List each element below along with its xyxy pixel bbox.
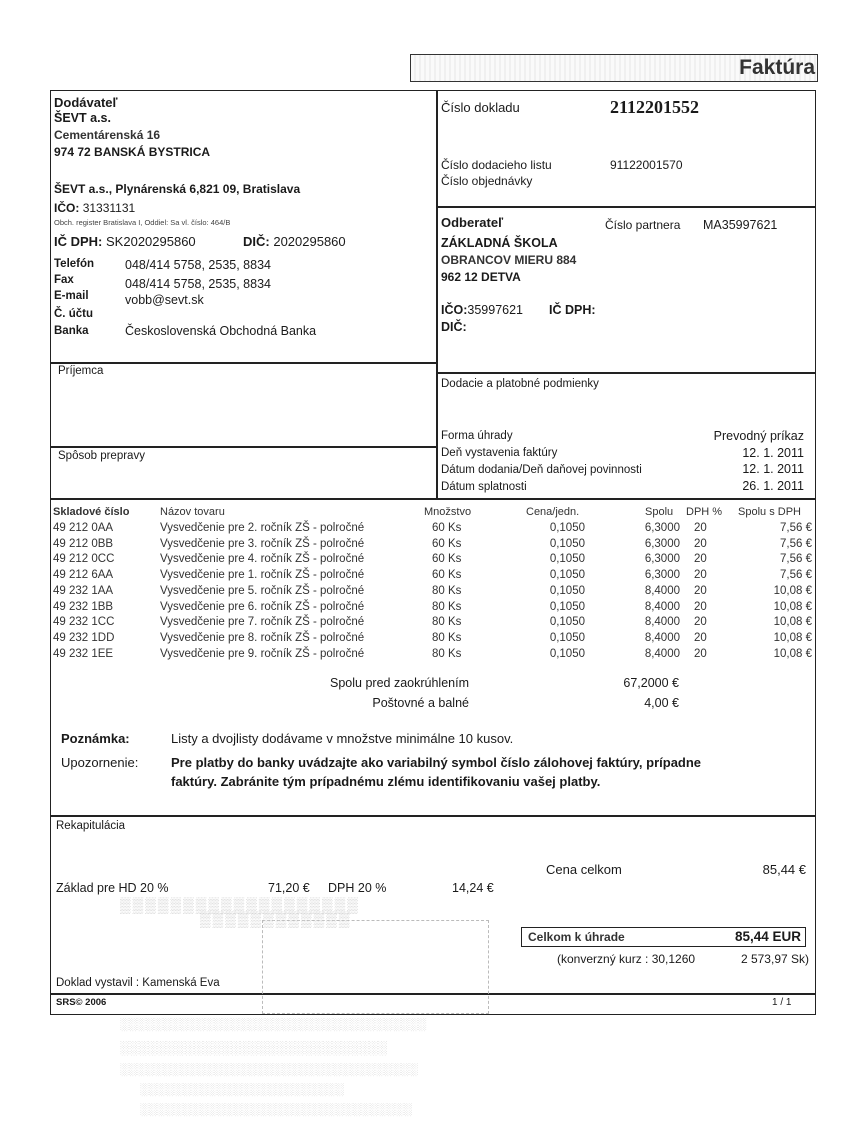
supplier-bank-label: Banka (54, 325, 89, 337)
vat-base: 71,20 € (268, 881, 310, 895)
item-total: 8,4000 (644, 647, 680, 660)
header-vat-pct: DPH % (686, 506, 723, 518)
supplier-phone-label: Telefón (54, 258, 95, 270)
total-price-label: Cena celkom (546, 862, 622, 877)
item-name: Vysvedčenie pre 9. ročník ZŠ - polročné (160, 647, 365, 660)
note-text: Listy a dvojlisty dodávame v množstve minimálne 10 kusov. (171, 731, 514, 746)
item-quantity: 60 Ks (432, 569, 462, 582)
header-quantity: Množstvo (424, 506, 472, 518)
supplier-ico: 31331131 (82, 201, 136, 215)
faded-stamp (262, 920, 489, 1014)
item-quantity: 60 Ks (432, 537, 462, 550)
terms-value: 26. 1. 2011 (742, 479, 804, 493)
table-row (0, 601, 850, 617)
faded-bleed-text: ░░░░░░░░░░░░░░░░░░░░░░░░░░░░░ (120, 1040, 388, 1055)
divider-transport (50, 446, 436, 448)
terms-value: 12. 1. 2011 (742, 462, 804, 476)
item-total: 8,4000 (644, 600, 680, 613)
item-total: 8,4000 (644, 584, 680, 597)
table-row (0, 569, 850, 585)
item-vat-pct: 20 (694, 631, 707, 644)
doc-number-label: Číslo dokladu (441, 100, 520, 115)
terms-label: Deň vystavenia faktúry (441, 447, 558, 459)
item-unit-price: 0,1050 (549, 631, 585, 644)
issued-by: Doklad vystavil : Kamenská Eva (56, 977, 220, 989)
item-unit-price: 0,1050 (549, 569, 585, 582)
postage-value: 4,00 € (644, 696, 679, 710)
faded-stamp-text: ▒▒▒▒▒▒▒▒▒▒▒▒▒▒▒▒▒▒▒ (120, 898, 360, 914)
item-sku: 49 232 1EE (53, 647, 114, 660)
conversion-sk: 2 573,97 Sk) (740, 952, 809, 966)
order-number-label: Číslo objednávky (441, 174, 533, 188)
note-label: Poznámka: (61, 731, 130, 746)
divider-customer (436, 206, 816, 208)
vat-label: DPH 20 % (328, 881, 387, 895)
item-unit-price: 0,1050 (549, 553, 585, 566)
terms-label: Dátum splatnosti (441, 481, 527, 493)
faded-bleed-text: ░░░░░░░░░░░░░░░░░░░░░░░░░░░░░░░░░░░░ (120, 1017, 427, 1031)
supplier-name: ŠEVT a.s. (54, 111, 111, 125)
terms-value: 12. 1. 2011 (742, 446, 804, 460)
supplier-bank: Československá Obchodná Banka (125, 324, 317, 338)
item-name: Vysvedčenie pre 2. ročník ZŠ - polročné (160, 522, 365, 534)
faded-bleed-text: ░░░░░░░░░░░░░░░░░░░░░░░░░░░░░░░░ (140, 1102, 413, 1116)
item-name: Vysvedčenie pre 4. ročník ZŠ - polročné (160, 553, 365, 566)
item-total: 6,3000 (644, 522, 680, 534)
supplier-phone: 048/414 5758, 2535, 8834 (125, 258, 271, 272)
customer-icdph-label: IČ DPH: (549, 303, 596, 317)
warning-text-line1: Pre platby do banky uvádzajte ako variabilný symbol číslo zálohovej faktúry, prípadne (171, 755, 702, 770)
item-vat-pct: 20 (694, 522, 707, 534)
item-unit-price: 0,1050 (549, 584, 585, 597)
total-price: 85,44 € (762, 862, 806, 877)
terms-value: Prevodný príkaz (713, 429, 804, 443)
faded-bleed-text: ░░░░░░░░░░░░░░░░░░░░░░░░ (140, 1082, 345, 1096)
supplier-dic: 2020295860 (273, 234, 346, 249)
terms-label: Dátum dodania/Deň daňovej povinnosti (441, 464, 642, 476)
subtotal-before-rounding-label: Spolu pred zaokrúhlením (330, 676, 469, 690)
item-vat-pct: 20 (694, 553, 707, 566)
divider-terms (436, 372, 816, 374)
divider-recipient (50, 362, 436, 364)
table-row (0, 538, 850, 554)
item-total-vat: 10,08 € (773, 600, 812, 613)
item-sku: 49 212 0BB (53, 537, 114, 550)
footer-page-number: 1 / 1 (772, 997, 792, 1008)
item-vat-pct: 20 (694, 537, 707, 550)
supplier-icdph: SK2020295860 (106, 234, 196, 249)
item-quantity: 80 Ks (432, 631, 462, 644)
item-vat-pct: 20 (694, 616, 707, 629)
item-total-vat: 10,08 € (773, 647, 812, 660)
item-total: 6,3000 (644, 537, 680, 550)
item-unit-price: 0,1050 (549, 647, 585, 660)
table-row (0, 585, 850, 601)
item-unit-price: 0,1050 (549, 522, 585, 534)
item-sku: 49 232 1DD (53, 631, 115, 644)
item-name: Vysvedčenie pre 5. ročník ZŠ - polročné (160, 584, 365, 597)
warning-text-line2: faktúry. Zabránite tým prípadnému zlému identifikovaniu vašej platby. (171, 774, 601, 789)
item-quantity: 80 Ks (432, 584, 462, 597)
customer-dic-label: DIČ: (441, 320, 467, 334)
supplier-email-label: E-mail (54, 290, 89, 302)
item-total-vat: 10,08 € (773, 631, 812, 644)
item-unit-price: 0,1050 (549, 600, 585, 613)
item-sku: 49 232 1CC (53, 616, 115, 629)
postage-label: Poštovné a balné (372, 696, 469, 710)
items-table-header (0, 506, 850, 522)
header-unit-price: Cena/jedn. (526, 506, 580, 518)
customer-name: ZÁKLADNÁ ŠKOLA (441, 236, 558, 250)
item-unit-price: 0,1050 (549, 616, 585, 629)
item-name: Vysvedčenie pre 1. ročník ZŠ - polročné (160, 569, 365, 582)
item-quantity: 80 Ks (432, 647, 462, 660)
doc-number: 2112201552 (610, 97, 700, 117)
item-total-vat: 7,56 € (780, 537, 812, 550)
amount-due: 85,44 EUR (734, 929, 801, 944)
vat-value: 14,24 € (452, 881, 494, 895)
conversion-rate: (konverzný kurz : 30,1260 (557, 952, 696, 966)
header-total: Spolu (645, 506, 674, 518)
item-unit-price: 0,1050 (549, 537, 585, 550)
item-total-vat: 10,08 € (773, 616, 812, 629)
document-title: Faktúra (739, 56, 815, 79)
item-name: Vysvedčenie pre 8. ročník ZŠ - polročné (160, 631, 365, 644)
item-vat-pct: 20 (694, 569, 707, 582)
item-quantity: 80 Ks (432, 616, 462, 629)
item-total: 6,3000 (644, 569, 680, 582)
item-total: 8,4000 (644, 616, 680, 629)
item-name: Vysvedčenie pre 3. ročník ZŠ - polročné (160, 537, 365, 550)
item-total-vat: 7,56 € (780, 553, 812, 566)
supplier-register: Obch. register Bratislava I, Oddiel: Sa vl. číslo: 464/B (54, 218, 231, 227)
divider-recap (50, 815, 816, 817)
supplier-email[interactable]: vobb@sevt.sk (125, 293, 204, 307)
vat-base-label: Základ pre HD 20 % (56, 881, 169, 895)
amount-due-box (521, 927, 806, 947)
customer-partner-number: MA35997621 (703, 218, 778, 232)
divider-items (50, 498, 816, 500)
footer-copyright: SRS© 2006 (56, 997, 107, 1008)
amount-due-label: Celkom k úhrade (528, 930, 625, 944)
supplier-fax: 048/414 5758, 2535, 8834 (125, 277, 271, 291)
header-product: Názov tovaru (160, 506, 225, 518)
table-row (0, 616, 850, 632)
supplier-fax-label: Fax (54, 274, 74, 286)
item-sku: 49 212 6AA (53, 569, 114, 582)
divider-vertical-top (436, 90, 438, 500)
customer-street: OBRANCOV MIERU 884 (441, 253, 577, 267)
item-quantity: 60 Ks (432, 522, 462, 534)
terms-heading: Dodacie a platobné podmienky (441, 378, 599, 390)
item-name: Vysvedčenie pre 6. ročník ZŠ - polročné (160, 600, 365, 613)
table-row (0, 522, 850, 538)
delivery-note-number: 91122001570 (610, 158, 683, 172)
item-sku: 49 212 0AA (53, 522, 114, 534)
header-sku: Skladové číslo (53, 506, 130, 518)
supplier-account-label: Č. účtu (54, 308, 93, 320)
item-vat-pct: 20 (694, 584, 707, 597)
item-sku: 49 232 1BB (53, 600, 114, 613)
item-total-vat: 10,08 € (773, 584, 812, 597)
item-total-vat: 7,56 € (780, 522, 812, 534)
table-row (0, 632, 850, 648)
customer-ico: 35997621 (467, 303, 524, 317)
item-name: Vysvedčenie pre 7. ročník ZŠ - polročné (160, 616, 365, 629)
customer-heading: Odberateľ (441, 215, 504, 230)
item-vat-pct: 20 (694, 647, 707, 660)
item-quantity: 80 Ks (432, 600, 462, 613)
table-row (0, 553, 850, 569)
item-total: 8,4000 (644, 631, 680, 644)
supplier-ico-label: IČO: (54, 201, 80, 215)
customer-ico-label: IČO: (441, 303, 468, 317)
item-quantity: 60 Ks (432, 553, 462, 566)
item-sku: 49 232 1AA (53, 584, 114, 597)
recap-heading: Rekapitulácia (56, 820, 126, 832)
supplier-heading: Dodávateľ (54, 95, 118, 110)
supplier-dic-label: DIČ: (243, 234, 270, 249)
table-row (0, 648, 850, 664)
recipient-label: Príjemca (58, 365, 104, 377)
supplier-city: 974 72 BANSKÁ BYSTRICA (54, 145, 211, 159)
header-total-vat: Spolu s DPH (738, 506, 801, 518)
customer-partner-label: Číslo partnera (605, 218, 681, 232)
document-title-box (410, 54, 818, 82)
supplier-icdph-label: IČ DPH: (54, 234, 103, 249)
item-total: 6,3000 (644, 553, 680, 566)
item-total-vat: 7,56 € (780, 569, 812, 582)
supplier-street: Cementárenská 16 (54, 128, 161, 142)
item-vat-pct: 20 (694, 600, 707, 613)
terms-label: Forma úhrady (441, 430, 513, 442)
supplier-branch: ŠEVT a.s., Plynárenská 6,821 09, Bratislava (54, 182, 301, 196)
item-sku: 49 212 0CC (53, 553, 115, 566)
warning-label: Upozornenie: (61, 755, 139, 770)
faded-stamp-text: ▒▒▒▒▒▒▒▒▒▒▒▒ (200, 912, 352, 928)
faded-bleed-text: ░░░░░░░░░░░░░░░░░░░░░░░░░░░░░░░░░░░ (120, 1062, 418, 1076)
customer-city: 962 12 DETVA (441, 270, 521, 284)
subtotal-before-rounding: 67,2000 € (623, 676, 679, 690)
delivery-note-label: Číslo dodacieho listu (441, 158, 552, 172)
transport-label: Spôsob prepravy (58, 450, 145, 462)
